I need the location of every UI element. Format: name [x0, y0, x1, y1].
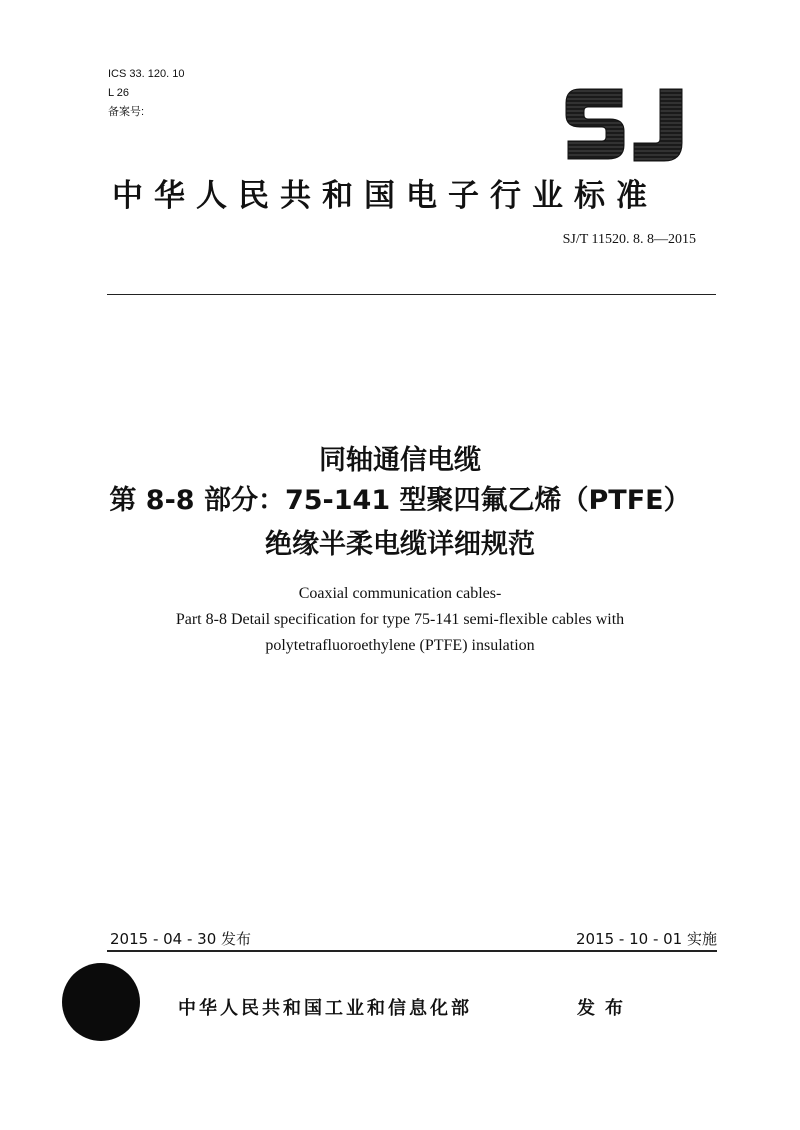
seal-dot-icon — [62, 963, 140, 1041]
filing-number-label: 备案号: — [108, 106, 145, 118]
title-en-line-2: Part 8-8 Detail specification for type 75-141 semi-flexible cables with — [175, 611, 625, 628]
sj-logo-icon — [562, 85, 690, 165]
bottom-divider — [107, 950, 717, 952]
title-en-line-3: polytetrafluoroethylene (PTFE) insulation — [265, 637, 535, 654]
standard-category-title: 中华人民共和国电子行业标准 — [112, 178, 658, 214]
title-en-line-1: Coaxial communication cables- — [298, 585, 502, 602]
issue-label: 发布 — [577, 998, 633, 1019]
title-cn-line-1: 同轴通信电缆 — [319, 445, 481, 476]
issue-date: 2015 - 04 - 30 发布 — [110, 930, 252, 948]
standard-number: SJ/T 11520. 8. 8—2015 — [562, 232, 696, 247]
title-cn-line-2: 第 8-8 部分：75-141 型聚四氟乙烯（PTFE） — [109, 485, 691, 516]
ccs-code: L 26 — [108, 87, 130, 99]
implementation-date: 2015 - 10 - 01 实施 — [575, 930, 717, 948]
top-divider — [107, 294, 716, 295]
issuing-authority: 中华人民共和国工业和信息化部 — [178, 998, 472, 1019]
title-cn-line-3: 绝缘半柔电缆详细规范 — [265, 529, 535, 560]
ics-code: ICS 33. 120. 10 — [108, 68, 185, 80]
